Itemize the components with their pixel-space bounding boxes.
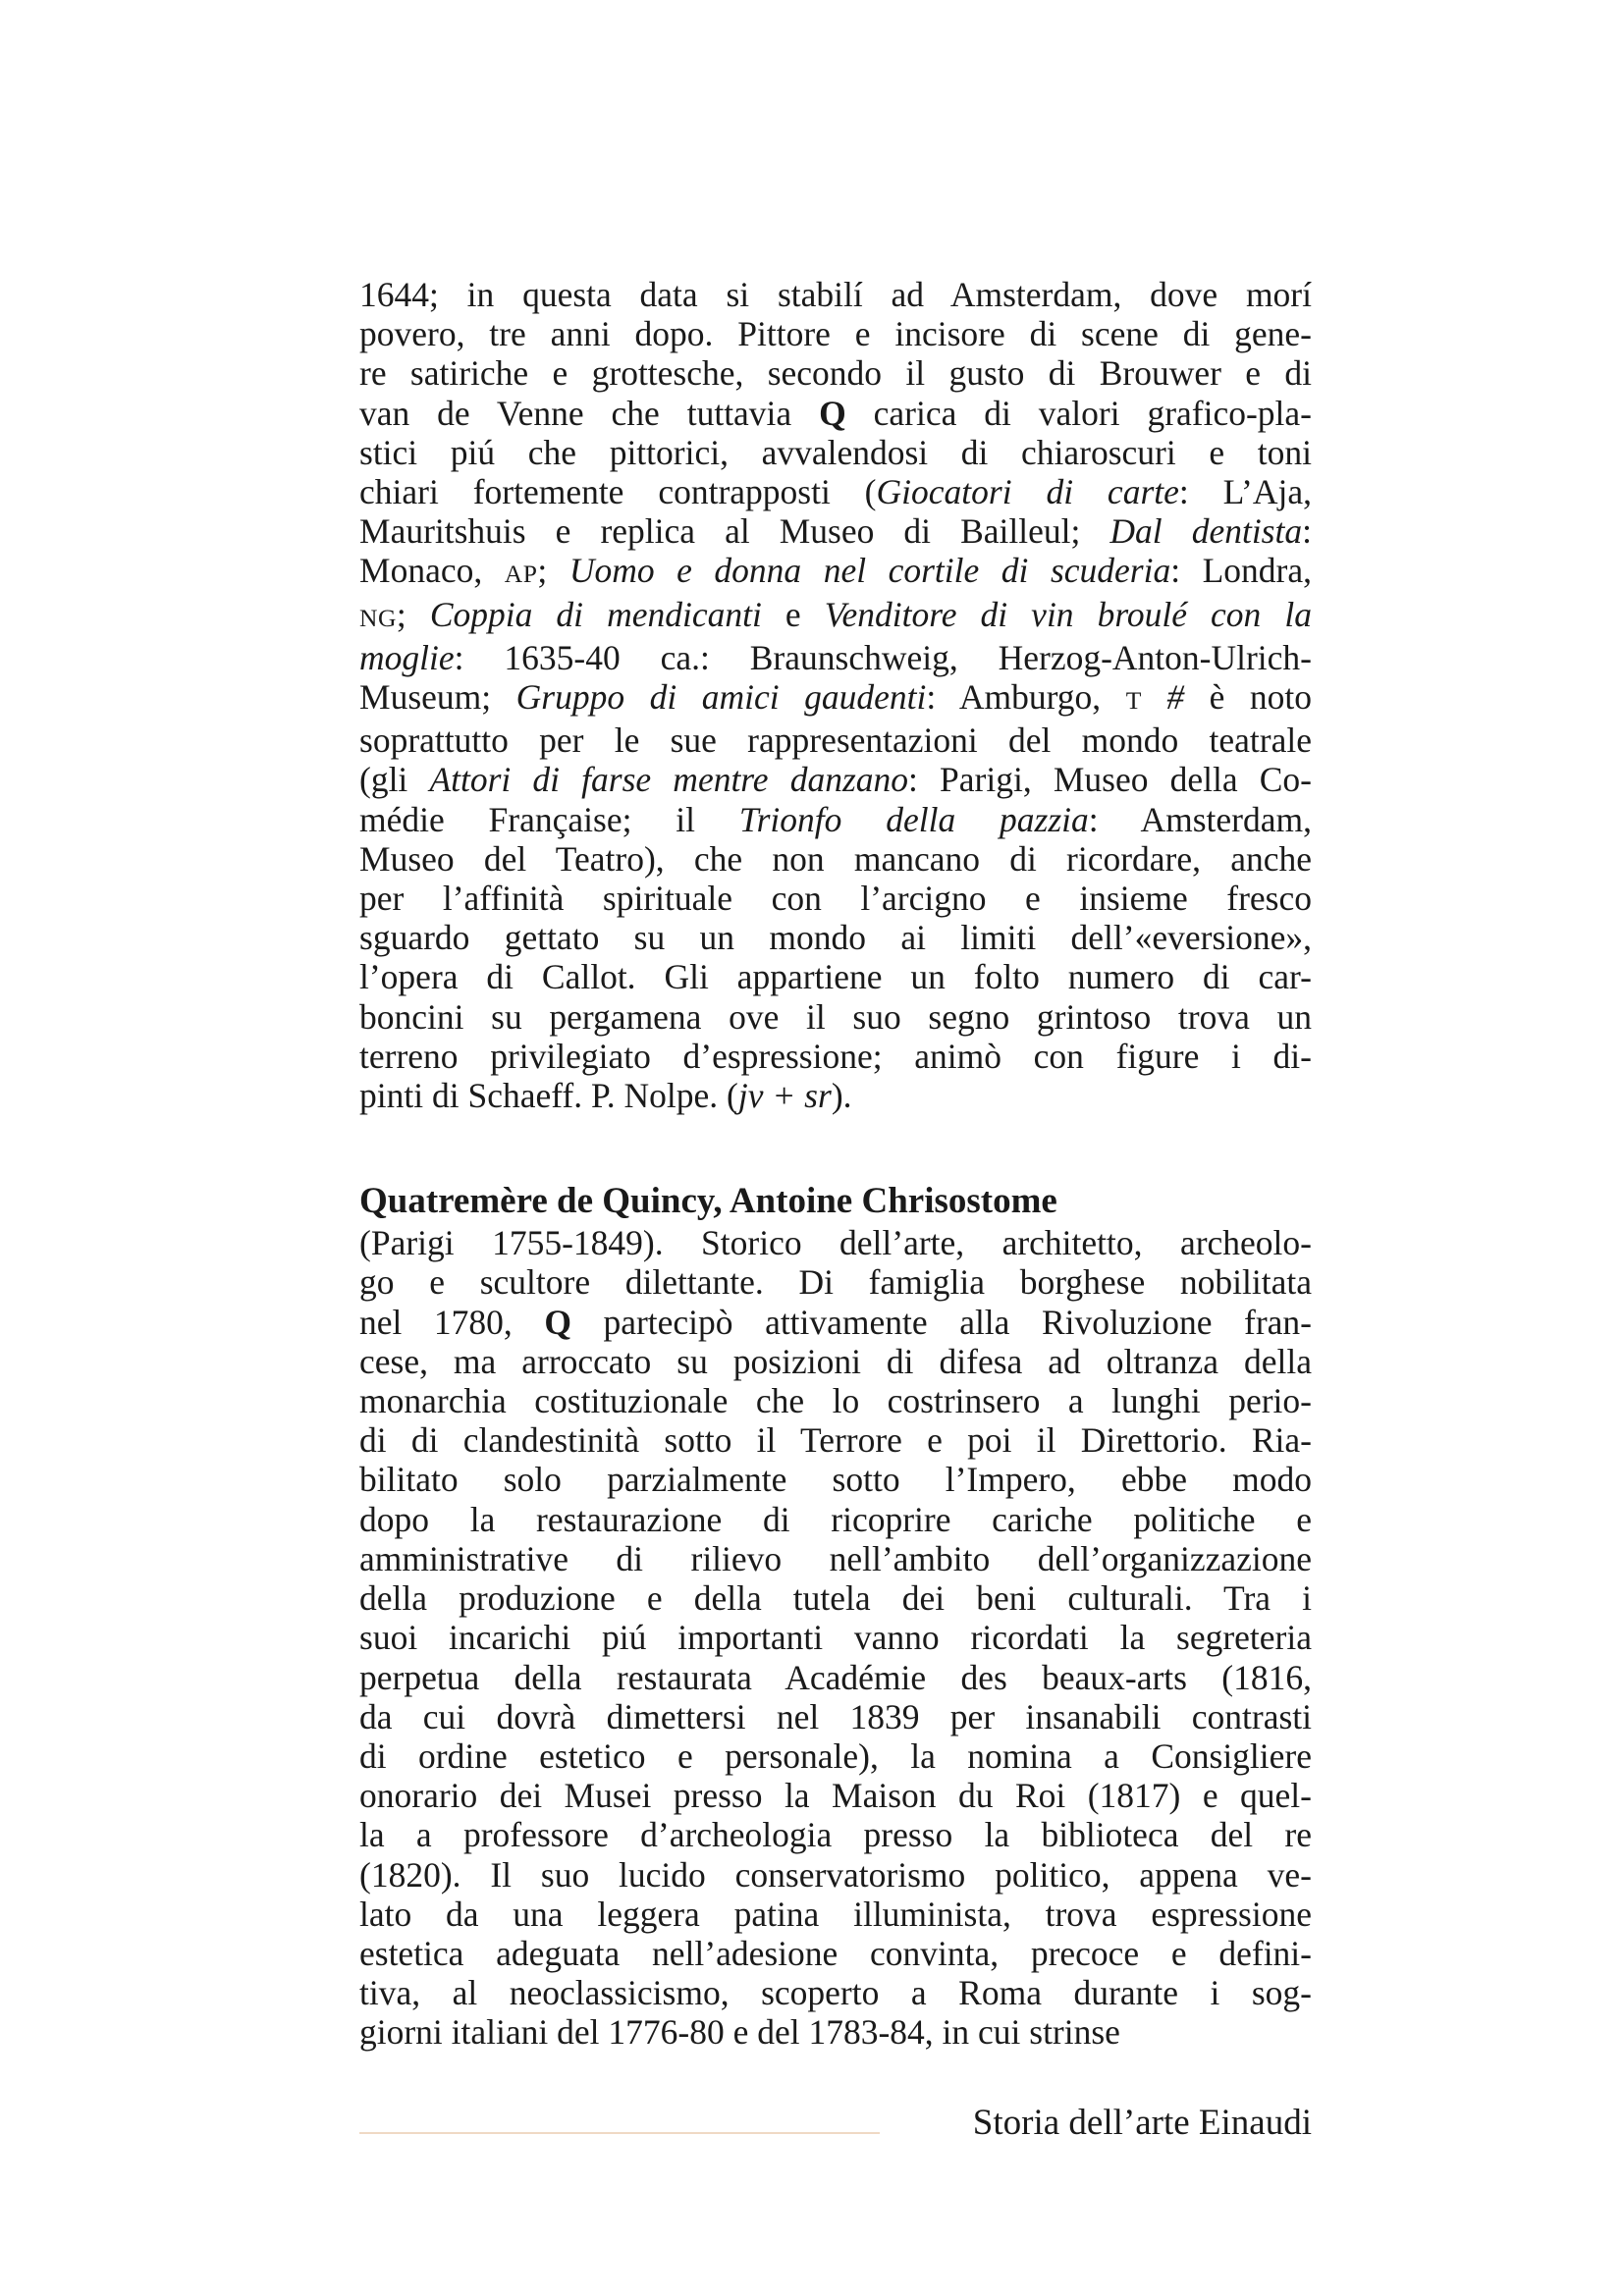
text-run: re satiriche e grottesche, secondo il gusto di Brouwer e di (359, 353, 1312, 394)
text-run: : Parigi, Museo della Co- (908, 760, 1312, 800)
text-run: bilitato solo parzialmente sotto l’Impero, ebbe modo (359, 1460, 1312, 1500)
text-run: ; (396, 594, 430, 634)
small-caps-abbreviation: NG (359, 603, 397, 632)
footer-rule (359, 2132, 880, 2134)
text-run (1142, 677, 1167, 717)
text-line (359, 314, 1312, 353)
text-run: di di clandestinità sotto il Terrore e poi il Direttorio. Ria- (359, 1420, 1312, 1461)
text-run: go e scultore dilettante. Di famiglia borghese nobilitata (359, 1262, 1312, 1303)
text-run: (1820). Il suo lucido conservatorismo politico, appena ve- (359, 1854, 1312, 1895)
text-line (359, 1776, 1312, 1815)
text-line (359, 1815, 1312, 1854)
text-run: per l’affinità spirituale con l’arcigno e insieme fresco (359, 879, 1312, 919)
text-run: l’opera di Callot. Gli appartiene un folto numero di car- (359, 957, 1312, 997)
entry-heading: Quatremère de Quincy, Antoine Chrisostome (359, 1181, 1057, 1222)
text-run: Museum; (359, 677, 516, 718)
italic-title: Coppia di mendicanti (429, 594, 762, 634)
text-run: la a professore d’archeologia presso la biblioteca del re (359, 1815, 1312, 1855)
italic-title: # (1166, 677, 1185, 718)
text-run: monarchia costituzionale che lo costrinsero a lunghi perio- (359, 1381, 1312, 1421)
text-line (359, 1262, 1312, 1302)
text-line (359, 1037, 1312, 1076)
text-run: amministrative di rilievo nell’ambito dell’organizzazione (359, 1538, 1312, 1578)
text-run: tiva, al neoclassicismo, scoperto a Roma durante i sog- (359, 1973, 1312, 2013)
italic-title: jv + sr (737, 1076, 832, 1116)
text-line (359, 1736, 1312, 1776)
text-run: : 1635-40 ca.: Braunschweig, Herzog-Anton-Ulrich- (454, 637, 1312, 677)
italic-title: Dal dentista (1109, 511, 1303, 552)
text-run: médie Française; il (359, 799, 739, 839)
text-run: carica di valori grafico-pla- (845, 393, 1312, 433)
text-line (359, 879, 1312, 918)
text-run: povero, tre anni dopo. Pittore e incisore di scene di gene- (359, 314, 1312, 354)
bold-abbreviation: Q (544, 1302, 571, 1342)
text-run: nel 1780, (359, 1302, 545, 1342)
text-line (359, 1303, 1312, 1342)
text-run: della produzione e della tutela dei beni culturali. Tra i (359, 1578, 1312, 1619)
italic-title: Gruppo di amici gaudenti (515, 677, 927, 718)
text-line (359, 1934, 1312, 1973)
text-run: Monaco, (359, 551, 505, 591)
small-caps-abbreviation: T (1125, 686, 1142, 716)
small-caps-abbreviation: AP (504, 560, 538, 589)
text-line (359, 511, 1312, 551)
text-run: sguardo gettato su un mondo ai limiti dell’«eversione», (359, 918, 1312, 958)
text-run: boncini su pergamena ove il suo segno grintoso trova un (359, 996, 1312, 1037)
text-run: : Amburgo, (926, 677, 1126, 718)
text-line (359, 1578, 1312, 1618)
text-run: da cui dovrà dimettersi nel 1839 per insanabili contrasti (359, 1696, 1312, 1736)
text-run: pinti di Schaeff. P. Nolpe. ( (359, 1076, 738, 1116)
text-run: giorni italiani del 1776-80 e del 1783-84, in cui strinse (359, 2012, 1120, 2053)
page-footer (359, 2099, 1312, 2148)
entry-text-quatremere (359, 1223, 1312, 2052)
text-run: stici piú che pittorici, avvalendosi di chiaroscuri e toni (359, 432, 1312, 472)
text-line (359, 433, 1312, 472)
text-run: e (761, 594, 825, 634)
text-run: partecipò attivamente alla Rivoluzione fran- (570, 1302, 1312, 1342)
text-line (359, 2012, 1312, 2052)
text-run: soprattutto per le sue rappresentazioni del mondo teatrale (359, 721, 1312, 761)
page-body (359, 275, 1312, 2053)
text-run: cese, ma arroccato su posizioni di difesa ad oltranza della (359, 1341, 1312, 1381)
text-run: : Amsterdam, (1088, 799, 1312, 839)
text-run: onorario dei Musei presso la Maison du Roi (1817) e quel- (359, 1776, 1312, 1816)
text-line (359, 1500, 1312, 1539)
bold-abbreviation: Q (819, 393, 846, 433)
text-run: Mauritshuis e replica al Museo di Bailleul; (359, 511, 1110, 552)
text-run: (gli (359, 760, 430, 800)
text-run: (Parigi 1755-1849). Storico dell’arte, architetto, archeolo- (359, 1223, 1312, 1263)
text-run: perpetua della restaurata Académie des beaux-arts (1816, (359, 1657, 1312, 1697)
text-line (359, 1342, 1312, 1381)
text-run: ; (537, 551, 569, 591)
entry-text-previous (359, 275, 1312, 1115)
text-line (359, 353, 1312, 393)
text-run: è noto (1184, 677, 1313, 718)
text-run: : L’Aja, (1178, 472, 1312, 512)
text-run: : (1302, 511, 1312, 552)
text-line (359, 1539, 1312, 1578)
text-run: Museo del Teatro), che non mancano di ricordare, anche (359, 838, 1312, 879)
text-run: 1644; in questa data si stabilí ad Amsterdam, dove morí (359, 275, 1312, 314)
text-line (359, 551, 1312, 594)
text-line (359, 677, 1312, 721)
italic-title: Uomo e donna nel cortile di scuderia (568, 551, 1171, 591)
italic-title: Venditore di vin broulé con la (824, 594, 1312, 634)
text-line (359, 1460, 1312, 1499)
text-run: : Londra, (1170, 551, 1312, 591)
footer-title: Storia dell’arte Einaudi (972, 2103, 1312, 2143)
text-line (359, 1076, 1312, 1115)
text-run: estetica adeguata nell’adesione convinta, precoce e defini- (359, 1933, 1312, 1973)
text-line (359, 1618, 1312, 1657)
text-line (359, 1420, 1312, 1460)
text-line (359, 1895, 1312, 1934)
text-line (359, 638, 1312, 677)
text-line (359, 472, 1312, 511)
text-line (359, 721, 1312, 760)
text-run: lato da una leggera patina illuminista, trova espressione (359, 1894, 1312, 1934)
italic-title: Trionfo della pazzia (738, 799, 1089, 839)
text-run: van de Venne che tuttavia (359, 393, 820, 433)
text-run: chiari fortemente contrapposti ( (359, 472, 877, 512)
text-line (359, 1223, 1312, 1262)
text-line (359, 839, 1312, 879)
text-line (359, 760, 1312, 799)
text-line (359, 1381, 1312, 1420)
text-line (359, 595, 1312, 638)
text-run: di ordine estetico e personale), la nomina a Consigliere (359, 1735, 1312, 1776)
text-run: terreno privilegiato d’espressione; animò con figure i di- (359, 1036, 1312, 1076)
italic-title: Attori di farse mentre danzano (429, 760, 909, 800)
text-line (359, 957, 1312, 996)
italic-title: moglie (359, 637, 455, 677)
text-run: ). (831, 1076, 852, 1116)
text-line (359, 918, 1312, 957)
text-run: dopo la restaurazione di ricoprire cariche politiche e (359, 1499, 1312, 1539)
text-run: suoi incarichi piú importanti vanno ricordati la segreteria (359, 1618, 1312, 1658)
text-line (359, 275, 1312, 314)
text-line (359, 997, 1312, 1037)
text-line (359, 1658, 1312, 1697)
text-line (359, 1697, 1312, 1736)
text-line (359, 1973, 1312, 2012)
text-line (359, 394, 1312, 433)
italic-title: Giocatori di carte (876, 472, 1179, 512)
text-line (359, 1855, 1312, 1895)
text-line (359, 800, 1312, 839)
